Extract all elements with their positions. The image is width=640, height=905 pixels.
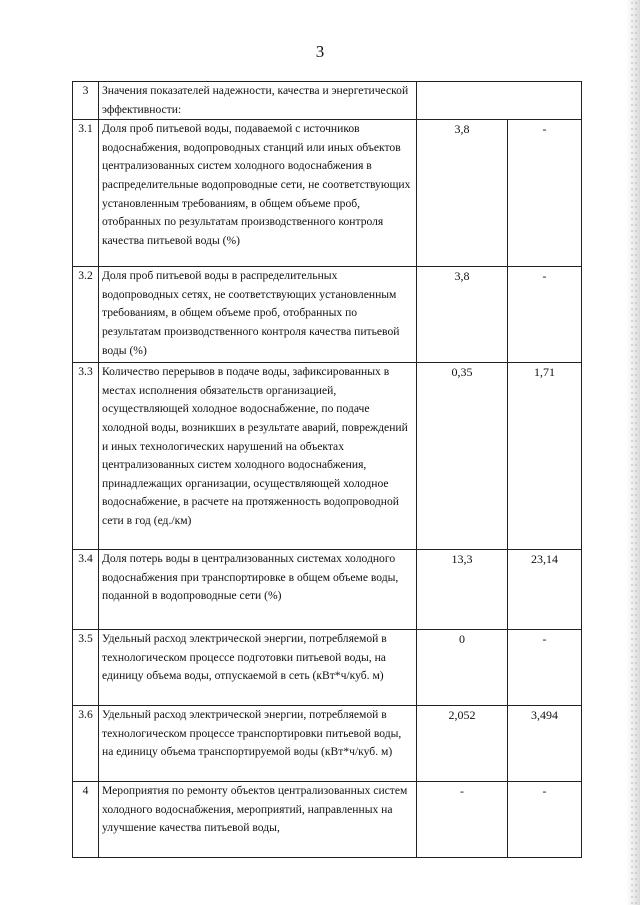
row-number: 3.2 — [73, 267, 99, 363]
row-description: Значения показателей надежности, качества и энергетической эффективности: — [99, 82, 417, 120]
row-value-1: - — [417, 782, 508, 858]
row-number: 3.3 — [73, 363, 99, 550]
row-number: 4 — [73, 782, 99, 858]
row-value-1: 2,052 — [417, 706, 508, 782]
row-description: Доля проб питьевой воды в распределительных водопроводных сетях, не соответствующих установленным требованиям, в общем объеме проб, отобранных по результатам производственного контроля качества питьевой воды (%) — [99, 267, 417, 363]
row-value-2: - — [508, 267, 582, 363]
page-number: 3 — [315, 42, 325, 61]
row-description: Мероприятия по ремонту объектов централизованных систем холодного водоснабжения, мероприятий, направленных на улучшение качества питьевой воды, — [99, 782, 417, 858]
row-number: 3.4 — [73, 550, 99, 630]
row-value-1: 3,8 — [417, 120, 508, 267]
row-value-2: 1,71 — [508, 363, 582, 550]
row-number: 3.6 — [73, 706, 99, 782]
table-row — [73, 363, 582, 550]
row-description: Количество перерывов в подаче воды, зафиксированных в местах исполнения обязательств организацией, осуществляющей холодное водоснабжение, по подаче холодной воды, возникших в результате аварий, повреждений и иных технологических нарушений на объектах централизованных систем холодного водоснабжения, принадлежащих организации, осуществляющей холодное водоснабжение, в расчете на протяженность водопроводной сети в год (ед./км) — [99, 363, 417, 550]
row-description: Доля потерь воды в централизованных системах холодного водоснабжения при транспортировке в общем объеме воды, поданной в водопроводные сети (%) — [99, 550, 417, 630]
row-value-2: 23,14 — [508, 550, 582, 630]
row-number: 3.5 — [73, 630, 99, 706]
row-number: 3 — [73, 82, 99, 120]
row-value-2: - — [508, 782, 582, 858]
row-value-2: - — [508, 630, 582, 706]
row-value-1: 3,8 — [417, 267, 508, 363]
row-value-1: 13,3 — [417, 550, 508, 630]
table-row — [73, 630, 582, 706]
table-row — [73, 267, 582, 363]
row-value-1: 0,35 — [417, 363, 508, 550]
row-value-2: 3,494 — [508, 706, 582, 782]
row-value-2: - — [508, 120, 582, 267]
table-row — [73, 782, 582, 858]
row-description: Доля проб питьевой воды, подаваемой с источников водоснабжения, водопроводных станций или иных объектов централизованных систем холодного водоснабжения в распределительные водопроводные сети, не соответствующих установленным требованиям, в общем объеме проб, отобранных по результатам производственного контроля качества питьевой воды (%) — [99, 120, 417, 267]
table-row — [73, 550, 582, 630]
table-row — [73, 120, 582, 267]
table-row — [73, 82, 582, 120]
row-value-1: 0 — [417, 630, 508, 706]
row-description: Удельный расход электрической энергии, потребляемой в технологическом процессе транспортировки питьевой воды, на единицу объема транспортируемой воды (кВт*ч/куб. м) — [99, 706, 417, 782]
row-description: Удельный расход электрической энергии, потребляемой в технологическом процессе подготовки питьевой воды, на единицу объема воды, отпускаемой в сеть (кВт*ч/куб. м) — [99, 630, 417, 706]
page-edge-noise — [630, 0, 638, 905]
row-value-merged — [417, 82, 582, 120]
table-row — [73, 706, 582, 782]
row-number: 3.1 — [73, 120, 99, 267]
indicators-table — [72, 81, 582, 858]
